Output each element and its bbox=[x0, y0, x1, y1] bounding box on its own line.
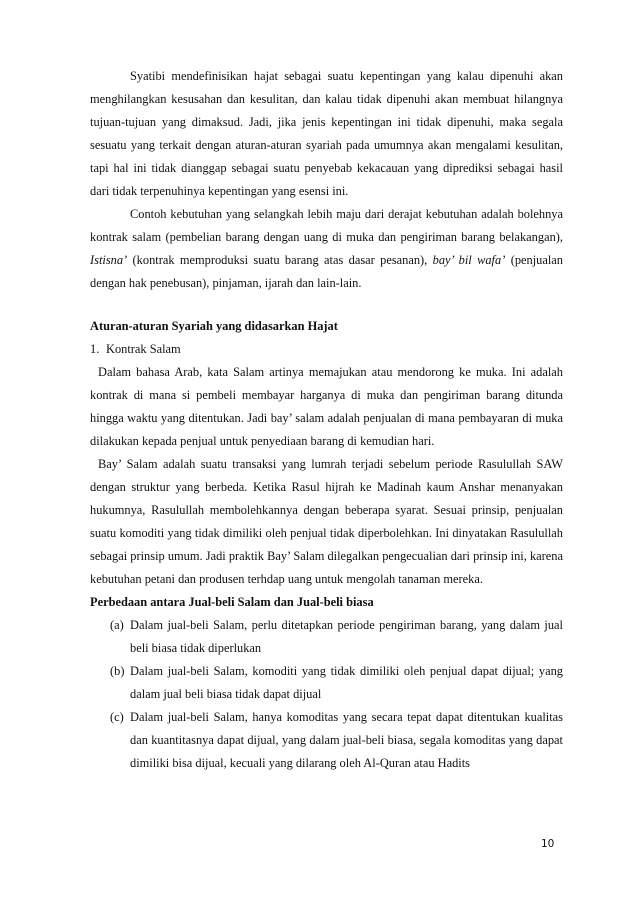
differences-list bbox=[90, 614, 563, 775]
list-item-text: Dalam jual-beli Salam, perlu ditetapkan periode pengiriman barang, yang dalam jual beli biasa tidak diperlukan bbox=[130, 618, 563, 655]
numbered-item-kontrak-salam bbox=[90, 338, 563, 361]
list-item bbox=[90, 706, 563, 775]
list-item-label: (c) bbox=[110, 710, 124, 724]
paragraph-contoh-text-c: (penjualan dengan hak penebusan), pinjaman, ijarah dan lain-lain. bbox=[90, 253, 563, 290]
document-page bbox=[90, 65, 563, 775]
list-item-text: Dalam jual-beli Salam, hanya komoditas yang secara tepat dapat ditentukan kualitas dan kuantitasnya dapat dijual, yang dalam jual-beli biasa, segala komoditas yang dapat dimiliki bisa dijual, kecuali yang dilarang oleh Al-Quran atau Hadits bbox=[130, 710, 563, 770]
list-item-label: (b) bbox=[110, 664, 125, 678]
paragraph-salam-definition: Dalam bahasa Arab, kata Salam artinya memajukan atau mendorong ke muka. Ini adalah kontrak di mana si pembeli membayar harganya di muka dan pengiriman barang ditunda hingga waktu yang ditentukan. Jadi bay’ salam adalah penjualan di mana pembayaran di muka dilakukan kepada penjual untuk penyediaan barang di kemudian hari. bbox=[90, 365, 563, 448]
paragraph-bay-salam-history: Bay’ Salam adalah suatu transaksi yang lumrah terjadi sebelum periode Rasulullah SAW dengan struktur yang berbeda. Ketika Rasul hijrah ke Madinah kaum Anshar menanyakan hukumnya, Rasulullah membolehkannya dengan beberapa syarat. Sesuai prinsip, penjualan suatu komoditi yang tidak dimiliki oleh penjual tidak diperbolehkan. Ini dinyatakan Rasulullah sebagai prinsip umum. Jadi praktik Bay’ Salam dilegalkan pengecualian dari prinsip ini, karena kebutuhan petani dan produsen terhdap uang untuk mengolah tanaman mereka. bbox=[90, 457, 563, 586]
paragraph-contoh-text-a: Contoh kebutuhan yang selangkah lebih maju dari derajat kebutuhan adalah bolehnya kontrak salam (pembelian barang dengan uang di muka dan pengiriman barang belakangan), bbox=[90, 207, 563, 244]
paragraph-contoh-kebutuhan bbox=[90, 203, 563, 295]
spacer bbox=[90, 295, 563, 315]
list-item bbox=[90, 614, 563, 660]
paragraph-contoh-text-b: (kontrak memproduksi suatu barang atas dasar pesanan), bbox=[127, 253, 433, 267]
term-istisna: Istisna’ bbox=[90, 253, 128, 267]
list-item-text: Dalam jual-beli Salam, komoditi yang tidak dimiliki oleh penjual dapat dijual; yang dalam jual beli biasa tidak dapat dijual bbox=[130, 664, 563, 701]
item-label: Kontrak Salam bbox=[106, 342, 181, 356]
item-number: 1. bbox=[90, 342, 100, 356]
list-item-label: (a) bbox=[110, 618, 124, 632]
section-heading-perbedaan: Perbedaan antara Jual-beli Salam dan Jual-beli biasa bbox=[90, 595, 374, 609]
paragraph-hajat-definition: Syatibi mendefinisikan hajat sebagai suatu kepentingan yang kalau dipenuhi akan menghilangkan kesusahan dan kesulitan, dan kalau tidak dipenuhi akan membuat hilangnya tujuan-tujuan yang dimaksud. Jadi, jika jenis kepentingan ini tidak dipenuhi, maka segala sesuatu yang terkait dengan aturan-aturan syariah pada umumnya akan mengalami kesulitan, tapi hal ini tidak dianggap sebagai suatu penyebab kekacauan yang diprediksi sebagai hasil dari tidak terpenuhinya kepentingan yang esensi ini. bbox=[90, 69, 563, 198]
list-item bbox=[90, 660, 563, 706]
section-heading-aturan: Aturan-aturan Syariah yang didasarkan Hajat bbox=[90, 319, 338, 333]
page-number: 10 bbox=[541, 838, 555, 850]
term-bay-bil-wafa: bay’ bil wafa’ bbox=[432, 253, 506, 267]
